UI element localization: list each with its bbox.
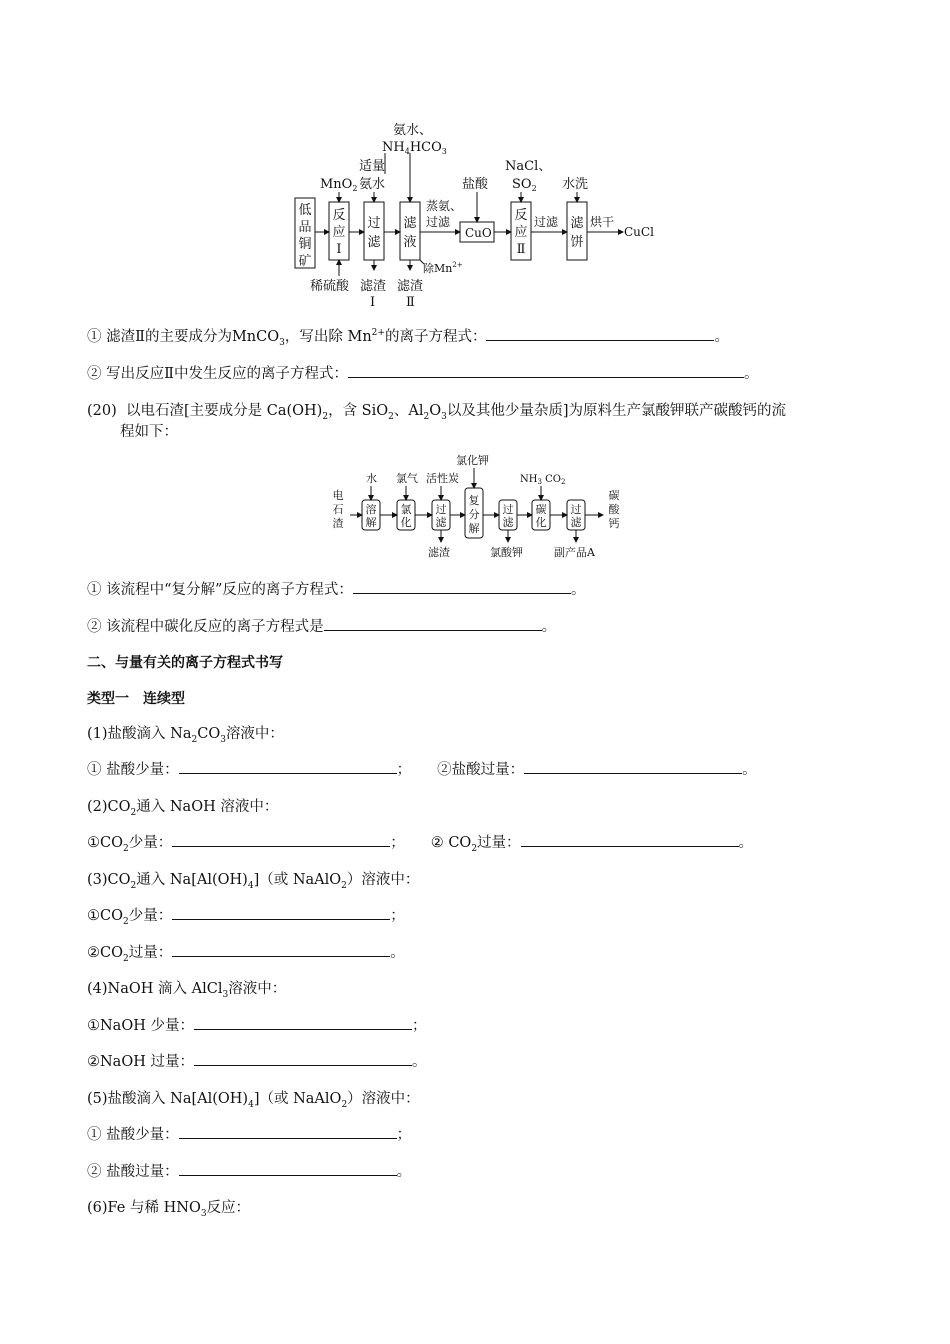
box-decomp-char: 分 — [468, 508, 480, 521]
label-residue2: 滤渣 — [397, 279, 424, 294]
box-reaction1-char: 反 — [332, 208, 346, 223]
item-4-b: ②NaOH 过量： 。 — [87, 1050, 426, 1071]
box-reaction2-char: Ⅱ — [516, 242, 526, 257]
box-cake-char: 滤 — [570, 216, 584, 231]
item-6: (6)Fe 与稀 $HNO_3$反应： — [87, 1200, 251, 1219]
label-water: 水 — [366, 472, 377, 485]
box-filter-char: 过 — [367, 216, 381, 231]
box-cake — [567, 202, 587, 260]
start-char: 渣 — [332, 517, 344, 530]
box-filter3-char: 滤 — [570, 516, 582, 529]
item-5: (5)盐酸滴入 $Na[Al(OH)_4]$（或 NaAlO$_2$）溶液中： — [87, 1091, 420, 1110]
flowchart-cucl — [290, 118, 670, 310]
label-ammonia: 氨水、 — [393, 123, 433, 138]
answer-blank[interactable] — [521, 832, 739, 847]
label-nh3-co2: $NH_3$ $CO_2$ — [520, 474, 566, 486]
box-filter1-char: 滤 — [435, 516, 447, 529]
label-dry: 烘干 — [590, 215, 615, 229]
label-mno2: MnO$_2$ — [320, 177, 358, 193]
label-carbon: 活性炭 — [426, 472, 459, 485]
item-1: (1)盐酸滴入 $Na_2CO_3$溶液中： — [87, 726, 284, 745]
label-hcl: 盐酸 — [462, 177, 489, 192]
box-cake-char: 饼 — [570, 235, 584, 250]
label-residue: 滤渣 — [428, 546, 450, 559]
item-3: $(3)CO_2$通入 $Na[Al(OH)_4]$（或 NaAlO$_2$）溶液中： — [87, 872, 420, 891]
label-cuo: CuO — [465, 226, 492, 240]
item-5-b: ② 盐酸过量： 。 — [87, 1160, 411, 1181]
question-20-1: ① 该流程中“复分解”反应的离子方程式： 。 — [87, 578, 585, 599]
box-filtrate — [400, 202, 420, 260]
label-zhengan: 蒸氨、 — [426, 199, 463, 213]
label-so2: $SO_2$ — [512, 177, 537, 193]
question-20-2: ② 该流程中碳化反应的离子方程式是 。 — [87, 615, 556, 636]
box-filtrate-char: 液 — [403, 235, 417, 250]
box-decomp-char: 解 — [468, 522, 480, 535]
question-1: ① 滤渣Ⅱ的主要成分为MnCO$_3$，写出除 $Mn^{2+}$的离子方程式： 。 — [87, 325, 729, 348]
label-byproduct: 副产品A — [554, 546, 595, 559]
label-chlorine: 氯气 — [396, 472, 418, 485]
box-dissolve-char: 解 — [365, 516, 377, 529]
box-carbonate-char: 化 — [535, 516, 547, 529]
label-residue2-num: Ⅱ — [406, 295, 415, 310]
box-filter3-char: 过 — [570, 503, 582, 516]
box-chlorinate-char: 氯 — [400, 503, 412, 516]
answer-blank[interactable] — [179, 1124, 397, 1139]
box-filter2-char: 滤 — [502, 516, 514, 529]
label-anshui: 氨水 — [359, 177, 386, 192]
item-4-a: ①NaOH 少量： ； — [87, 1014, 426, 1035]
type-1-title: 类型一 连续型 — [87, 691, 185, 707]
box-filter-char: 滤 — [367, 235, 381, 250]
answer-blank[interactable] — [194, 1051, 412, 1066]
label-water-wash: 水洗 — [562, 177, 589, 192]
box-reaction1-char: Ⅰ — [336, 242, 342, 257]
start-char: 电 — [332, 489, 344, 502]
box-filter — [364, 202, 384, 260]
box-filtrate-char: 滤 — [403, 216, 417, 231]
item-5-a: ① 盐酸少量： ； — [87, 1123, 411, 1144]
question-2: ② 写出反应Ⅱ中发生反应的离子方程式： 。 — [87, 362, 758, 383]
box-ore-char: 铜 — [298, 237, 312, 252]
label-acid: 稀硫酸 — [310, 279, 350, 294]
label-nh4hco3: $NH_4HCO_3$ — [382, 140, 447, 156]
box-ore-char: 品 — [298, 220, 312, 235]
item-3-a: $①CO_2$少量： ； — [87, 904, 405, 927]
section-2-title: 二、与量有关的离子方程式书写 — [87, 655, 283, 671]
answer-blank[interactable] — [524, 759, 742, 774]
box-dissolve-char: 溶 — [365, 503, 377, 516]
label-kcl: 氯化钾 — [456, 454, 489, 467]
item-2: $(2)CO_2$通入 NaOH 溶液中： — [87, 799, 279, 818]
item-1-answers: ① 盐酸少量： ； ②盐酸过量： 。 — [87, 758, 757, 779]
box-decomp-char: 复 — [468, 494, 480, 507]
box-filter2-char: 过 — [502, 503, 514, 516]
box-ore-char: 低 — [298, 203, 312, 218]
flowchart-kclo3 — [328, 452, 628, 564]
answer-blank[interactable] — [194, 1015, 412, 1030]
label-residue1-num: Ⅰ — [370, 295, 376, 310]
label-cucl: CuCl — [624, 225, 654, 239]
answer-blank[interactable] — [172, 942, 390, 957]
answer-blank[interactable] — [486, 326, 714, 341]
box-reaction2-char: 应 — [514, 225, 528, 240]
answer-blank[interactable] — [179, 759, 397, 774]
answer-blank[interactable] — [353, 579, 571, 594]
answer-blank[interactable] — [172, 832, 390, 847]
label-residue1: 滤渣 — [360, 279, 387, 294]
label-nacl: NaCl、 — [505, 159, 552, 174]
label-guolv2: 过滤 — [534, 215, 559, 229]
label-zhengan-guolv: 过滤 — [426, 215, 451, 229]
box-carbonate-char: 碳 — [535, 503, 547, 516]
box-reaction2-char: 反 — [514, 208, 528, 223]
box-chlorinate-char: 化 — [400, 516, 412, 529]
answer-blank[interactable] — [348, 363, 744, 378]
end-char: 钙 — [608, 517, 620, 530]
question-20: (20) 以电石渣[主要成分是 $Ca(OH)_2$，含 SiO$_2$、$Al_2O_3$以及其他少量杂质]为原料生产氯酸钾联产碳酸钙的流 — [87, 403, 787, 422]
end-char: 酸 — [608, 503, 620, 516]
box-ore-char: 矿 — [298, 254, 312, 269]
item-2-answers: $①CO_2$少量： ； ② $CO_2$过量： 。 — [87, 831, 753, 854]
answer-blank[interactable] — [324, 616, 542, 631]
box-filter1-char: 过 — [435, 503, 447, 516]
item-3-b: $②CO_2$过量： 。 — [87, 941, 405, 964]
item-4: (4)NaOH 滴入 AlCl$_3$溶液中： — [87, 981, 287, 1000]
answer-blank[interactable] — [179, 1161, 397, 1176]
start-char: 石 — [332, 503, 344, 516]
box-reaction1-char: 应 — [332, 225, 346, 240]
label-shiliang: 适量 — [359, 159, 386, 174]
label-remove-mn: 除$Mn^{2+}$ — [423, 261, 463, 275]
end-char: 碳 — [608, 489, 620, 502]
answer-blank[interactable] — [172, 905, 390, 920]
label-kclo3: 氯酸钾 — [490, 546, 523, 559]
question-20-line2: 程如下： — [120, 424, 178, 440]
